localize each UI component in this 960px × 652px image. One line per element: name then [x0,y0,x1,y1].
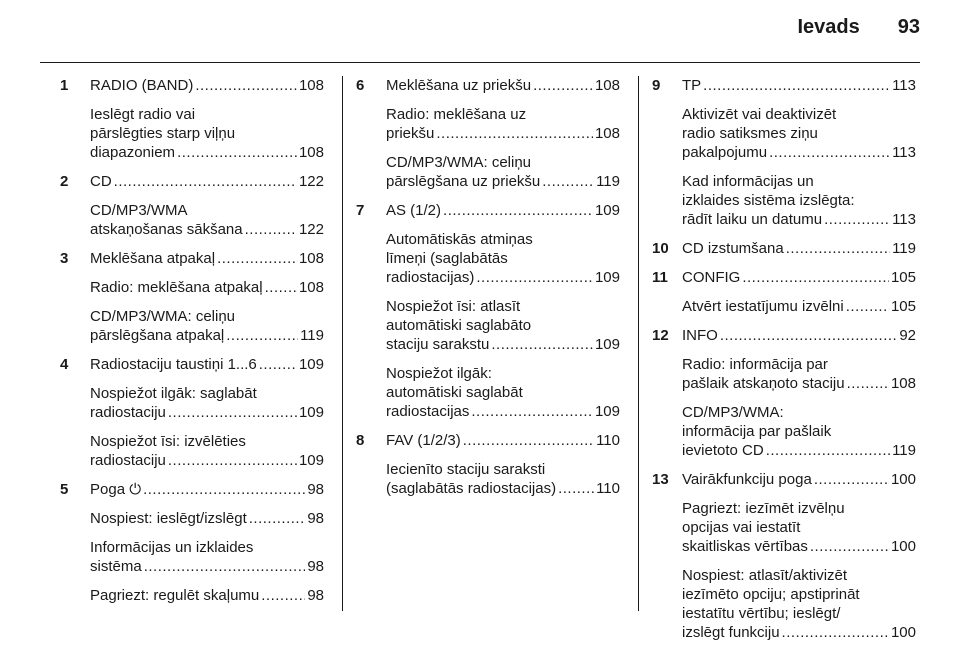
page-ref: 109 [594,202,620,219]
page-ref: 110 [596,432,620,449]
toc-line [682,76,916,95]
sub-entry-text: CD/MP3/WMA: celiņu [90,308,236,325]
page-ref: 108 [594,125,620,142]
toc-line [682,210,916,229]
sub-entry-text: izklaides sistēma izslēgta: [682,192,855,209]
sub-entry [60,307,324,345]
dot-leader [168,451,297,470]
sub-entry-text: Nospiežot ilgāk: saglabāt [90,385,257,402]
toc-line [90,451,324,470]
index-entry [652,239,916,258]
sub-entry-text: automātiski saglabāto [386,317,532,334]
dot-leader [742,268,889,287]
page-ref: 98 [307,558,324,575]
dot-leader [491,335,593,354]
entry-heading [356,431,620,450]
sub-entry [652,355,916,393]
sub-entry-text: Nospiest: atlasīt/aktivizēt [682,567,848,584]
toc-line [682,374,916,393]
entry-number: 11 [652,269,668,286]
sub-entry [60,432,324,470]
page-title: Ievads [797,16,860,38]
page-ref: 105 [890,269,916,286]
page-ref: 109 [298,452,324,469]
index-entry [652,76,916,229]
toc-line [386,172,620,191]
sub-entry-text: radio satiksmes ziņu [682,125,818,142]
entry-label: ievietoto CD [682,442,764,459]
toc-line [90,403,324,422]
header-rule [40,62,920,63]
dot-leader [846,297,889,316]
dot-leader [245,220,297,239]
entry-heading [60,76,324,95]
entry-label: Meklēšana uz priekšu [386,77,532,94]
entry-number: 1 [60,77,69,94]
entry-label: RADIO (BAND) [90,77,194,94]
sub-entry [60,201,324,239]
entry-heading [60,480,324,499]
page-ref: 119 [596,173,620,190]
index-entry [652,326,916,460]
toc-line [90,326,324,345]
dot-leader [265,278,297,297]
dot-leader [143,480,305,499]
entry-heading [652,239,916,258]
dot-leader [168,403,297,422]
sub-entry [60,509,324,528]
dot-leader [217,249,297,268]
dot-leader [114,172,297,191]
entry-number: 12 [652,327,669,344]
entry-number: 10 [652,240,669,257]
entry-label: pārslēgšana atpakaļ [90,327,225,344]
page-ref: 119 [300,327,324,344]
sub-entry-text: pārslēgties starp viļņu [90,125,236,142]
toc-line [682,268,916,287]
toc-line [386,431,620,450]
dot-leader [542,172,594,191]
page-ref: 108 [298,279,324,296]
index-entry [60,249,324,345]
toc-line [90,143,324,162]
toc-line [682,297,916,316]
sub-entry-text: CD/MP3/WMA: [682,404,784,421]
toc-line [682,239,916,258]
page-ref: 122 [298,221,324,238]
index-entry [60,76,324,162]
toc-line [682,470,916,489]
entry-label: (saglabātās radiostacijas) [386,480,557,497]
toc-line [386,201,620,220]
entry-label: INFO [682,327,718,344]
page-ref: 109 [594,336,620,353]
entry-label: pārslēgšana uz priekšu [386,173,541,190]
toc-line [90,172,324,191]
entry-label: priekšu [386,125,435,142]
dot-leader [703,76,890,95]
dot-leader [259,355,297,374]
page-ref: 108 [298,77,324,94]
sub-entry [60,105,324,162]
page-ref: 98 [307,587,324,604]
toc-line [90,557,324,576]
toc-line [90,76,324,95]
sub-entry-text: Radio: informācija par [682,356,828,373]
sub-entry-text: CD/MP3/WMA: celiņu [386,154,532,171]
sub-entry [652,499,916,556]
entry-heading [652,470,916,489]
sub-entry-text: automātiski saglabāt [386,384,523,401]
dot-leader [810,537,889,556]
toc-line [682,441,916,460]
sub-entry [356,230,620,287]
dot-leader [443,201,593,220]
entry-label: Meklēšana atpakaļ [90,250,216,267]
index-column-2 [356,76,620,508]
toc-line [386,268,620,287]
sub-entry [356,460,620,498]
dot-leader [847,374,889,393]
sub-entry-text: Informācijas un izklaides [90,539,254,556]
entry-number: 5 [60,481,69,498]
index-entry [356,76,620,191]
sub-entry [356,297,620,354]
entry-label: radiostaciju [90,452,166,469]
index-entry [60,172,324,239]
entry-label: rādīt laiku un datumu [682,211,823,228]
dot-leader [226,326,298,345]
entry-number: 8 [356,432,365,449]
sub-entry [60,586,324,605]
index-entry [652,470,916,642]
entry-label: pakalpojumu [682,144,768,161]
index-column-3 [652,76,916,652]
entry-label: radiostacijas) [386,269,475,286]
sub-entry-text: Nospiežot īsi: izvēlēties [90,433,246,450]
entry-heading [652,76,916,95]
toc-line [90,249,324,268]
toc-line [386,479,620,498]
index-entry [60,355,324,470]
dot-leader [766,441,890,460]
dot-leader [769,143,890,162]
index-entry [356,201,620,421]
entry-label: diapazoniem [90,144,176,161]
entry-label: CD [90,173,112,190]
dot-leader [814,470,889,489]
page-ref: 108 [890,375,916,392]
entry-label: atskaņošanas sākšana [90,221,243,238]
toc-line [386,402,620,421]
sub-entry-text: Iecienīto staciju saraksti [386,461,546,478]
dot-leader [786,239,890,258]
dot-leader [195,76,297,95]
dot-leader [476,268,593,287]
sub-entry-text: opcijas vai iestatīt [682,519,801,536]
sub-entry [652,297,916,316]
dot-leader [436,124,593,143]
page-ref: 119 [892,442,916,459]
sub-entry-text: Aktivizēt vai deaktivizēt [682,106,837,123]
entry-label: TP [682,77,702,94]
entry-label: Radiostaciju taustiņi 1...6 [90,356,257,373]
sub-entry-text: Pagriezt: iezīmēt izvēlņu [682,500,845,517]
sub-entry-text: iezīmēto opciju; apstiprināt [682,586,860,603]
entry-heading [356,76,620,95]
entry-number: 4 [60,356,69,373]
entry-heading [60,172,324,191]
sub-entry [652,566,916,642]
entry-label: FAV (1/2/3) [386,432,461,449]
page-ref: 98 [307,510,324,527]
entry-label: CONFIG [682,269,741,286]
toc-line [90,278,324,297]
page-ref: 113 [892,77,916,94]
toc-line [386,76,620,95]
dot-leader [177,143,297,162]
toc-line [682,143,916,162]
toc-line [386,124,620,143]
page-ref: 110 [596,480,620,497]
page-ref: 92 [899,327,916,344]
page-ref: 113 [892,211,916,228]
entry-heading [356,201,620,220]
entry-heading [652,326,916,345]
page-ref: 109 [594,403,620,420]
dot-leader [144,557,306,576]
page-ref: 108 [594,77,620,94]
toc-line [682,326,916,345]
page-ref: 100 [890,538,916,555]
entry-label: Radio: meklēšana atpakaļ [90,279,263,296]
sub-entry-text: CD/MP3/WMA [90,202,188,219]
toc-line [90,480,324,499]
page-ref: 100 [890,471,916,488]
dot-leader [558,479,594,498]
sub-entry-text: Kad informācijas un [682,173,814,190]
sub-entry [652,403,916,460]
index-entry [60,480,324,605]
page-header [40,16,920,56]
entry-heading [60,355,324,374]
page-ref: 100 [890,624,916,641]
sub-entry-text: Radio: meklēšana uz [386,106,527,123]
entry-number: 7 [356,202,365,219]
dot-leader [720,326,897,345]
entry-heading [60,249,324,268]
entry-number: 6 [356,77,365,94]
index-column-1 [60,76,324,615]
sub-entry [356,105,620,143]
entry-label: sistēma [90,558,142,575]
entry-label: pašlaik atskaņoto staciju [682,375,845,392]
page-number: 93 [897,16,920,38]
page-ref: 108 [298,144,324,161]
page-ref: 109 [298,404,324,421]
entry-number: 3 [60,250,69,267]
entry-number: 13 [652,471,669,488]
column-divider [342,76,343,611]
sub-entry-text: Automātiskās atmiņas [386,231,533,248]
sub-entry [652,172,916,229]
entry-label: radiostacijas [386,403,470,420]
index-entry [652,268,916,316]
page-ref: 122 [298,173,324,190]
toc-line [90,509,324,528]
entry-number: 2 [60,173,69,190]
page-ref: 109 [298,356,324,373]
page-ref: 113 [892,144,916,161]
page-ref: 119 [892,240,916,257]
toc-line [386,335,620,354]
entry-label: Vairākfunkciju poga [682,471,812,488]
sub-entry-text: Nospiežot ilgāk: [386,365,492,382]
sub-entry-text: Nospiežot īsi: atlasīt [386,298,521,315]
entry-label: CD izstumšana [682,240,784,257]
dot-leader [249,509,306,528]
toc-line [90,586,324,605]
page-ref: 98 [307,481,324,498]
sub-entry [60,278,324,297]
dot-leader [782,623,889,642]
sub-entry-text: informācija par pašlaik [682,423,832,440]
toc-line [90,355,324,374]
toc-line [90,220,324,239]
dot-leader [824,210,890,229]
dot-leader [471,402,593,421]
sub-entry [652,105,916,162]
sub-entry [60,384,324,422]
page-ref: 109 [594,269,620,286]
entry-label: staciju sarakstu [386,336,490,353]
entry-label: Atvērt iestatījumu izvēlni [682,298,844,315]
entry-label: Poga ⏻ [90,481,142,498]
dot-leader [533,76,593,95]
entry-label: izslēgt funkciju [682,624,780,641]
sub-entry [356,364,620,421]
toc-line [682,623,916,642]
dot-leader [463,431,594,450]
entry-label: Nospiest: ieslēgt/izslēgt [90,510,247,527]
sub-entry-text: līmeņi (saglabātās [386,250,508,267]
entry-heading [652,268,916,287]
sub-entry [60,538,324,576]
index-entry [356,431,620,498]
sub-entry-text: Ieslēgt radio vai [90,106,196,123]
entry-label: radiostaciju [90,404,166,421]
page-ref: 108 [298,250,324,267]
entry-label: Pagriezt: regulēt skaļumu [90,587,260,604]
sub-entry [356,153,620,191]
column-divider [638,76,639,611]
entry-label: AS (1/2) [386,202,442,219]
sub-entry-text: iestatītu vērtību; ieslēgt/ [682,605,841,622]
toc-line [682,537,916,556]
entry-number: 9 [652,77,661,94]
entry-label: skaitliskas vērtības [682,538,808,555]
page-ref: 105 [890,298,916,315]
dot-leader [261,586,305,605]
